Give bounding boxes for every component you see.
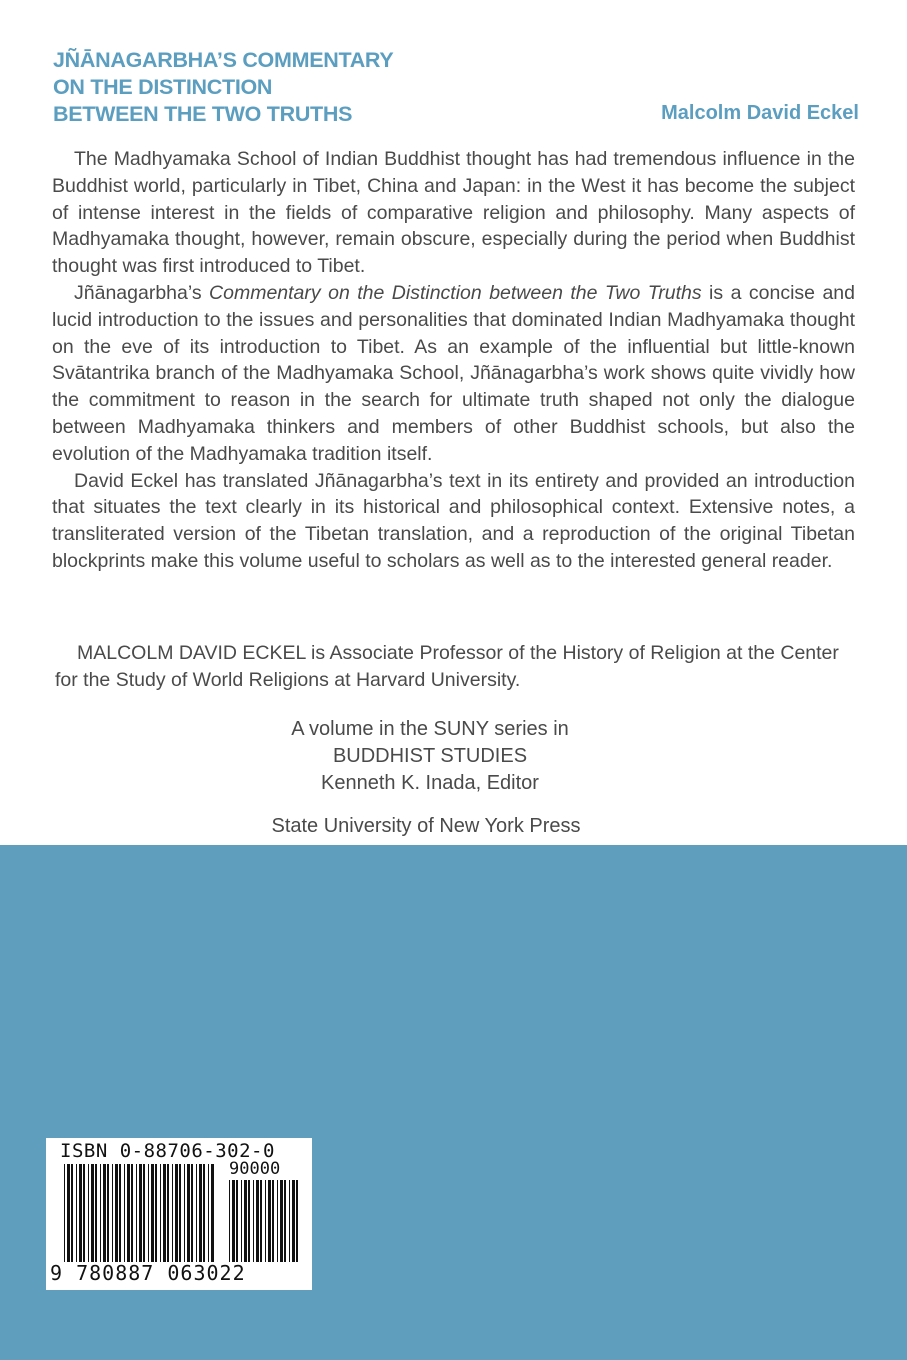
barcode-bar: [91, 1164, 94, 1262]
barcode-bar: [136, 1164, 137, 1262]
barcode-bar: [79, 1164, 82, 1262]
barcode-bar: [208, 1164, 209, 1262]
author-bio: [55, 640, 863, 694]
title-line-2: ON THE DISTINCTION: [53, 75, 273, 99]
barcode-bar: [191, 1164, 193, 1262]
barcode-bar: [196, 1164, 197, 1262]
barcode-bar: [124, 1164, 125, 1262]
barcode-bar: [131, 1164, 133, 1262]
barcode-bar: [187, 1164, 190, 1262]
barcode-bar: [115, 1164, 118, 1262]
barcode-bar: [160, 1164, 161, 1262]
isbn-text: ISBN 0-88706-302-0: [60, 1140, 275, 1162]
barcode-bar: [151, 1164, 154, 1262]
p2-rest: is a concise and lucid introduction to the issues and personalities that dominated Indian Madhyamaka thought on the eve of its introduction to Tibet. As an example of the influential but little-known Svātantrika branch of the Madhyamaka School, Jñānagarbha’s work shows quite vividly how the commitment to reason in the search for ultimate truth shaped not only the dialogue between Madhyamaka thinkers and members of other Buddhist schools, but also the evolution of the Madhyamaka tradition itself.: [52, 281, 855, 465]
book-description: [52, 146, 855, 575]
barcode-bar: [289, 1180, 290, 1262]
author-name: Malcolm David Eckel: [661, 102, 859, 124]
barcode-bar: [268, 1180, 271, 1262]
barcode-bar: [163, 1164, 166, 1262]
price-barcode-icon: [229, 1180, 301, 1262]
barcode-bar: [292, 1180, 295, 1262]
barcode-bar: [100, 1164, 101, 1262]
barcode-bar: [179, 1164, 181, 1262]
barcode-bar: [88, 1164, 89, 1262]
publisher-name: State University of New York Press: [271, 815, 581, 837]
series-line-1: A volume in the SUNY series in: [291, 718, 569, 740]
barcode-bar: [76, 1164, 77, 1262]
ean-number: 9 780887 063022: [50, 1261, 246, 1285]
barcode-bar: [280, 1180, 283, 1262]
barcode-bar: [241, 1180, 242, 1262]
barcode-bar: [232, 1180, 235, 1262]
barcode-bar: [148, 1164, 149, 1262]
barcode-bar: [184, 1164, 185, 1262]
title-line-3: BETWEEN THE TWO TRUTHS: [53, 102, 353, 126]
barcode-bar: [256, 1180, 259, 1262]
barcode-bar: [127, 1164, 130, 1262]
barcode-bar: [265, 1180, 266, 1262]
barcode-bar: [119, 1164, 121, 1262]
barcode-bar: [199, 1164, 202, 1262]
barcode-bar: [107, 1164, 109, 1262]
barcode-bar: [67, 1164, 70, 1262]
description-paragraph-3: David Eckel has translated Jñānagarbha’s text in its entirety and provided an introduction that situates the text clearly in its historical and philosophical context. Extensive notes, a transliterated version of the Tibetan translation, and a reproduction of the original Tibetan blockprints make this volume useful to scholars as well as to the interested general reader.: [52, 469, 855, 572]
series-line-2: BUDDHIST STUDIES: [332, 745, 528, 767]
barcode-bar: [203, 1164, 205, 1262]
barcode-bar: [260, 1180, 262, 1262]
barcode-bar: [172, 1164, 173, 1262]
title-line-1: JÑĀNAGARBHA’S COMMENTARY: [53, 48, 394, 72]
barcode-bar: [229, 1180, 230, 1262]
barcode-bar: [155, 1164, 157, 1262]
barcode-bar: [253, 1180, 254, 1262]
barcode-bar: [284, 1180, 286, 1262]
barcode-bar: [83, 1164, 85, 1262]
p2-book-title: Commentary on the Distinction between the Two Truths: [209, 281, 702, 304]
barcode-bar: [296, 1180, 298, 1262]
p2-start: Jñānagarbha’s: [74, 281, 210, 304]
barcode-bar: [248, 1180, 250, 1262]
barcode-bar: [277, 1180, 278, 1262]
barcode-bar: [143, 1164, 145, 1262]
description-paragraph-1: The Madhyamaka School of Indian Buddhist thought has had tremendous influence in the Buddhist world, particularly in Tibet, China and Japan: in the West it has become the subject of intense interest in the fields of comparative religion and philosophy. Many aspects of Madhyamaka thought, however, remain obscure, especially during the period when Buddhist thought was first introduced to Tibet.: [52, 148, 855, 278]
description-paragraph-2: [52, 280, 855, 468]
barcode-bar: [244, 1180, 247, 1262]
barcode-bar: [139, 1164, 142, 1262]
price-code: 90000: [229, 1159, 281, 1179]
barcode-bar: [103, 1164, 106, 1262]
bio-text: MALCOLM DAVID ECKEL is Associate Professor of the History of Religion at the Center for the Study of World Religions at Harvard University.: [55, 642, 839, 691]
barcode-bar: [211, 1164, 214, 1262]
barcode-bar: [95, 1164, 97, 1262]
barcode-bar: [236, 1180, 238, 1262]
barcode-bar: [175, 1164, 178, 1262]
barcode-bar: [167, 1164, 169, 1262]
barcode-bar: [112, 1164, 113, 1262]
ean-barcode-icon: [64, 1164, 214, 1262]
barcode-bar: [64, 1164, 65, 1262]
series-info: [0, 716, 860, 797]
barcode-bar: [272, 1180, 274, 1262]
series-line-3: Kenneth K. Inada, Editor: [321, 772, 539, 794]
book-title: [53, 47, 393, 128]
barcode-bar: [71, 1164, 73, 1262]
barcode-label: [46, 1138, 312, 1290]
